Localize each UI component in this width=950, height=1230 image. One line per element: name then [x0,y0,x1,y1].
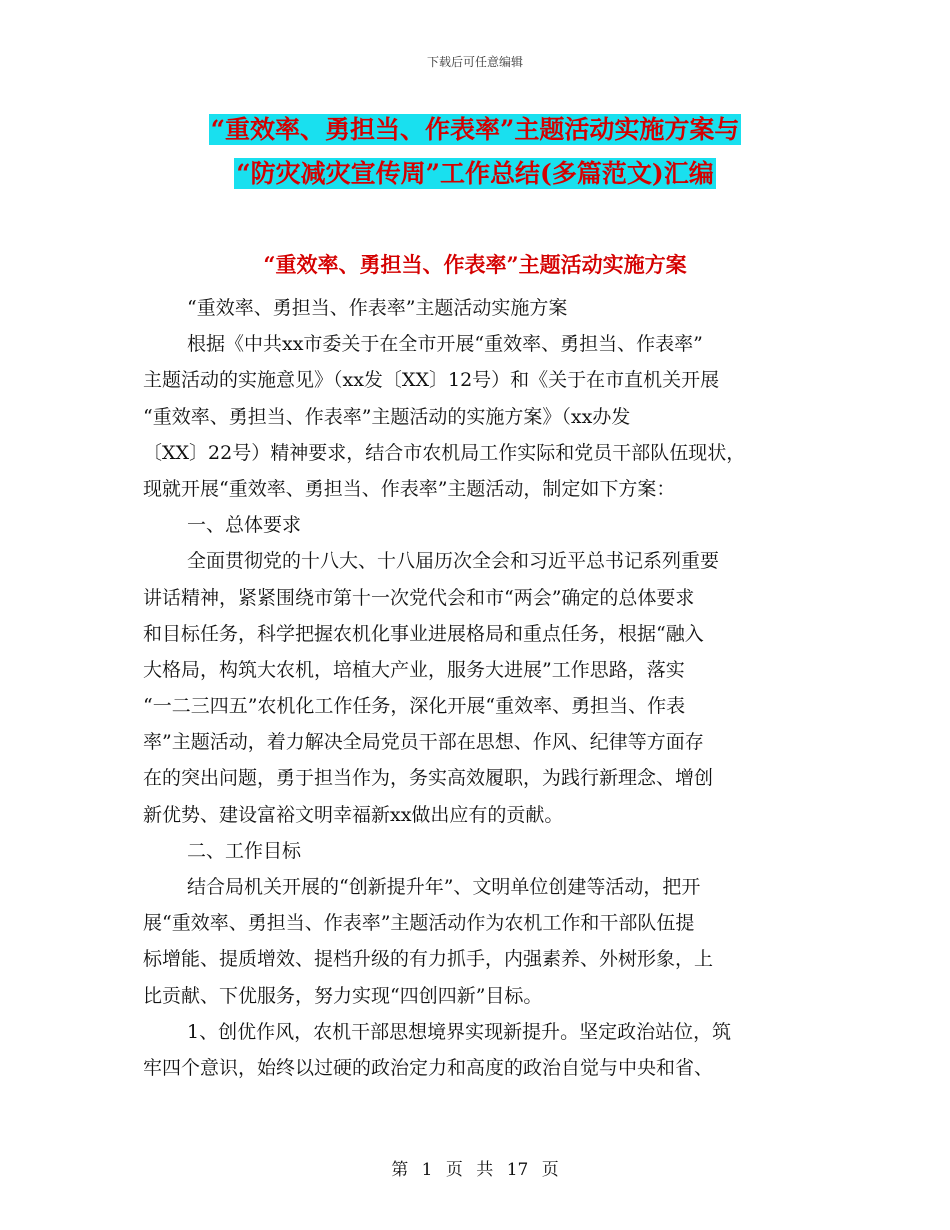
body-line: 主题活动的实施意见》（xx发〔XX〕12号）和《关于在市直机关开展 [143,369,720,392]
body-line: 结合局机关开展的“创新提升年”、文明单位创建等活动，把开 [187,876,701,898]
body-line: 和目标任务，科学把握农机化事业进展格局和重点任务，根据“融入 [143,622,704,645]
body-line: 率”主题活动，着力解决全局党员干部在思想、作风、纪律等方面存 [143,731,704,754]
body-line: 根据《中共xx市委关于在全市开展“重效率、勇担当、作表率” [187,333,703,356]
footer-prefix: 第 [391,1160,409,1180]
footer-total-label: 共 [476,1160,494,1180]
footer-total-pages: 17 [506,1160,529,1180]
footer-suffix: 页 [541,1160,559,1180]
document-title-line-1 [0,114,950,145]
body-line: 在的突出问题，勇于担当作为，务实高效履职，为践行新理念、增创 [143,767,714,790]
title-highlight-1: “重效率、勇担当、作表率”主题活动实施方案与 [210,115,740,144]
body-line: “重效率、勇担当、作表率”主题活动的实施方案》（xx办发 [143,405,631,428]
body-line: “重效率、勇担当、作表率”主题活动实施方案 [187,297,568,319]
body-line: 新优势、建设富裕文明幸福新xx做出应有的贡献。 [143,803,564,826]
body-line: 〔XX〕22号）精神要求，结合市农机局工作实际和党员干部队伍现状， [143,441,746,464]
body-line: 比贡献、下优服务，努力实现“四创四新”目标。 [143,984,543,1007]
body-line: 展“重效率、勇担当、作表率”主题活动作为农机工作和干部队伍提 [143,912,695,935]
document-body [143,290,803,1086]
header-note: 下载后可任意编辑 [426,55,523,69]
body-line: 现就开展“重效率、勇担当、作表率”主题活动，制定如下方案： [143,477,676,500]
document-title-line-2 [0,158,950,189]
body-line: “一二三四五”农机化工作任务，深化开展“重效率、勇担当、作表 [143,695,686,718]
body-line: 1、创优作风，农机干部思想境界实现新提升。坚定政治站位，筑 [187,1020,732,1043]
body-line: 标增能、提质增效、提档升级的有力抓手，内强素养、外树形象，上 [143,948,714,971]
body-line: 牢四个意识，始终以过硬的政治定力和高度的政治自觉与中央和省、 [143,1056,714,1079]
title-highlight-2: “防灾减灾宣传周”工作总结(多篇范文)汇编 [236,159,714,188]
body-line: 讲话精神，紧紧围绕市第十一次党代会和市“两会”确定的总体要求 [143,586,695,609]
section-heading: 一、总体要求 [187,514,302,537]
body-line: 大格局，构筑大农机，培植大产业，服务大进展”工作思路，落实 [143,658,685,681]
footer-page-word: 页 [445,1160,463,1180]
page-footer [0,1155,950,1180]
section-heading: 二、工作目标 [187,839,302,862]
footer-page-number: 1 [421,1160,433,1180]
section-title: “重效率、勇担当、作表率”主题活动实施方案 [263,252,687,277]
body-line: 全面贯彻党的十八大、十八届历次全会和习近平总书记系列重要 [187,550,720,573]
